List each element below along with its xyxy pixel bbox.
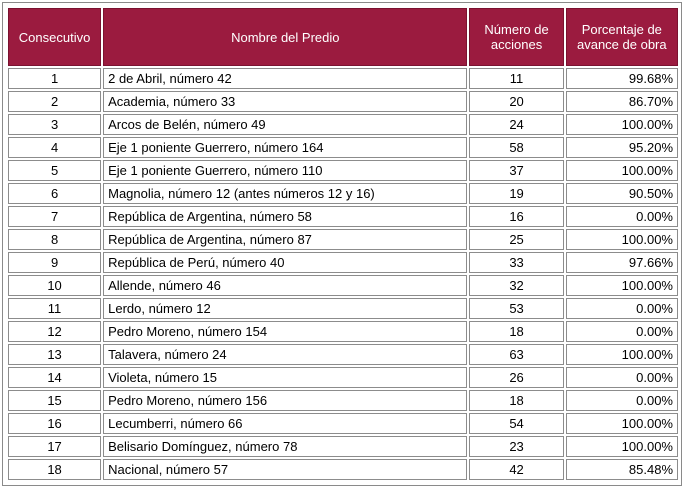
cell-avance: 97.66% [566, 252, 678, 273]
cell-acciones: 37 [469, 160, 563, 181]
table-row [8, 436, 678, 457]
cell-avance: 0.00% [566, 321, 678, 342]
table-row [8, 344, 678, 365]
cell-predio: Allende, número 46 [103, 275, 467, 296]
cell-avance: 86.70% [566, 91, 678, 112]
cell-consecutivo: 11 [8, 298, 101, 319]
cell-predio: 2 de Abril, número 42 [103, 68, 467, 89]
table-row [8, 114, 678, 135]
cell-consecutivo: 5 [8, 160, 101, 181]
cell-acciones: 26 [469, 367, 563, 388]
cell-avance: 100.00% [566, 436, 678, 457]
cell-consecutivo: 3 [8, 114, 101, 135]
cell-acciones: 58 [469, 137, 563, 158]
cell-consecutivo: 6 [8, 183, 101, 204]
cell-consecutivo: 4 [8, 137, 101, 158]
cell-acciones: 63 [469, 344, 563, 365]
cell-avance: 99.68% [566, 68, 678, 89]
cell-acciones: 23 [469, 436, 563, 457]
cell-avance: 0.00% [566, 390, 678, 411]
table-row [8, 459, 678, 480]
table-row [8, 160, 678, 181]
cell-acciones: 33 [469, 252, 563, 273]
cell-consecutivo: 17 [8, 436, 101, 457]
cell-acciones: 42 [469, 459, 563, 480]
cell-predio: Violeta, número 15 [103, 367, 467, 388]
cell-avance: 0.00% [566, 367, 678, 388]
cell-consecutivo: 2 [8, 91, 101, 112]
cell-consecutivo: 14 [8, 367, 101, 388]
cell-consecutivo: 16 [8, 413, 101, 434]
cell-avance: 100.00% [566, 344, 678, 365]
cell-consecutivo: 12 [8, 321, 101, 342]
cell-predio: Talavera, número 24 [103, 344, 467, 365]
cell-predio: Eje 1 poniente Guerrero, número 110 [103, 160, 467, 181]
cell-avance: 90.50% [566, 183, 678, 204]
cell-avance: 100.00% [566, 160, 678, 181]
table-row [8, 206, 678, 227]
cell-avance: 100.00% [566, 413, 678, 434]
cell-predio: Eje 1 poniente Guerrero, número 164 [103, 137, 467, 158]
cell-avance: 100.00% [566, 275, 678, 296]
predios-table [6, 6, 680, 482]
cell-predio: Lecumberri, número 66 [103, 413, 467, 434]
table-row [8, 367, 678, 388]
cell-consecutivo: 1 [8, 68, 101, 89]
cell-predio: Pedro Moreno, número 156 [103, 390, 467, 411]
cell-predio: Belisario Domínguez, número 78 [103, 436, 467, 457]
cell-acciones: 54 [469, 413, 563, 434]
cell-predio: Academia, número 33 [103, 91, 467, 112]
cell-consecutivo: 13 [8, 344, 101, 365]
table-row [8, 298, 678, 319]
cell-predio: Lerdo, número 12 [103, 298, 467, 319]
table-row [8, 91, 678, 112]
table-row [8, 183, 678, 204]
cell-consecutivo: 15 [8, 390, 101, 411]
cell-acciones: 19 [469, 183, 563, 204]
cell-acciones: 20 [469, 91, 563, 112]
header-row [8, 8, 678, 66]
cell-consecutivo: 9 [8, 252, 101, 273]
cell-acciones: 25 [469, 229, 563, 250]
table-row [8, 137, 678, 158]
cell-predio: Arcos de Belén, número 49 [103, 114, 467, 135]
cell-avance: 100.00% [566, 229, 678, 250]
cell-avance: 0.00% [566, 298, 678, 319]
table-row [8, 390, 678, 411]
cell-predio: Magnolia, número 12 (antes números 12 y 16) [103, 183, 467, 204]
cell-consecutivo: 8 [8, 229, 101, 250]
cell-avance: 95.20% [566, 137, 678, 158]
cell-acciones: 18 [469, 321, 563, 342]
cell-acciones: 53 [469, 298, 563, 319]
cell-predio: República de Argentina, número 58 [103, 206, 467, 227]
cell-consecutivo: 10 [8, 275, 101, 296]
table-frame [2, 2, 682, 486]
header-consecutivo: Consecutivo [8, 8, 101, 66]
cell-acciones: 18 [469, 390, 563, 411]
cell-acciones: 24 [469, 114, 563, 135]
cell-acciones: 11 [469, 68, 563, 89]
cell-avance: 100.00% [566, 114, 678, 135]
cell-predio: República de Argentina, número 87 [103, 229, 467, 250]
cell-predio: Nacional, número 57 [103, 459, 467, 480]
table-row [8, 413, 678, 434]
cell-acciones: 16 [469, 206, 563, 227]
cell-predio: Pedro Moreno, número 154 [103, 321, 467, 342]
header-nombre-predio: Nombre del Predio [103, 8, 467, 66]
table-row [8, 321, 678, 342]
table-row [8, 229, 678, 250]
cell-consecutivo: 18 [8, 459, 101, 480]
header-numero-acciones: Número de acciones [469, 8, 563, 66]
cell-avance: 0.00% [566, 206, 678, 227]
cell-avance: 85.48% [566, 459, 678, 480]
cell-acciones: 32 [469, 275, 563, 296]
table-row [8, 275, 678, 296]
cell-predio: República de Perú, número 40 [103, 252, 467, 273]
cell-consecutivo: 7 [8, 206, 101, 227]
header-porcentaje-avance: Porcentaje de avance de obra [566, 8, 678, 66]
table-row [8, 68, 678, 89]
table-row [8, 252, 678, 273]
